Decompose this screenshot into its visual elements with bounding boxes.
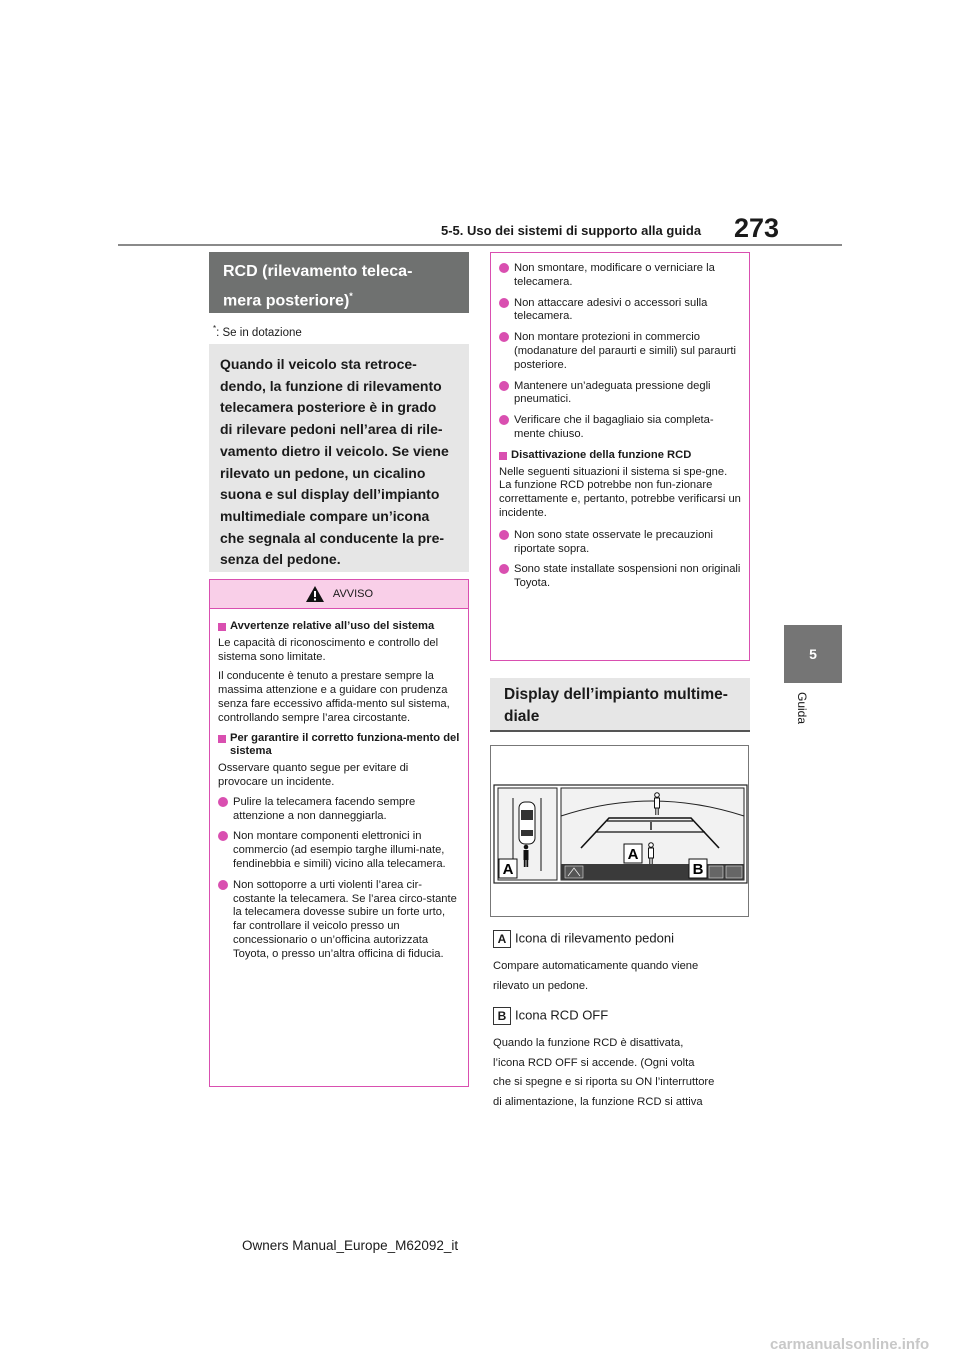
footnote: *: Se in dotazione xyxy=(213,324,302,339)
bullet-icon xyxy=(499,332,509,342)
warning-subheading: Disattivazione della funzione RCD xyxy=(499,449,741,463)
bullet-icon xyxy=(499,263,509,273)
watermark: carmanualsonline.info xyxy=(770,1336,930,1353)
warning-paragraph: Nelle seguenti situazioni il sistema si spe-gne. La funzione RCD potrebbe non fun-zionare correttamente e, pertanto, potrebbe verificarsi un incidente. xyxy=(499,465,741,519)
bullet-icon xyxy=(218,880,228,890)
page-number: 273 xyxy=(734,213,780,243)
list-item: Sono state installate sospensioni non originali Toyota. xyxy=(499,563,741,591)
list-item: Pulire la telecamera facendo sempre attenzione a non danneggiarla. xyxy=(218,796,460,824)
section-title-rcd xyxy=(209,252,469,313)
warning-label: AVVISO xyxy=(332,588,374,600)
chapter-label: Guida xyxy=(795,692,809,725)
list-item: Non montare protezioni in commercio (modanature del paraurti e simili) sul paraurti posteriore. xyxy=(499,331,741,372)
title-line: RCD (rilevamento teleca- xyxy=(223,263,413,280)
list-item: Non montare componenti elettronici in commercio (ad esempio targhe illumi-nate, fendinebbia e simili) vicino alla telecamera. xyxy=(218,830,460,871)
title-line: mera posteriore)* xyxy=(223,291,353,310)
section-title-display: Display dell’impianto multime- diale xyxy=(490,678,750,732)
display-svg xyxy=(491,746,748,916)
list-item: Verificare che il bagagliaio sia completa-mente chiuso. xyxy=(499,414,741,442)
list-item: Non smontare, modificare o verniciare la telecamera. xyxy=(499,262,741,290)
bullet-icon xyxy=(499,530,509,540)
manual-id: Owners Manual_Europe_M62092_it xyxy=(242,1238,459,1253)
bullet-icon xyxy=(218,797,228,807)
label-a-center: A xyxy=(627,846,639,863)
chapter-tab: 5 xyxy=(784,625,842,683)
warning-triangle-icon xyxy=(305,585,325,603)
warning-subheading: Per garantire il corretto funziona-mento del sistema xyxy=(218,732,460,760)
warning-subheading: Avvertenze relative all’uso del sistema xyxy=(218,620,460,634)
warning-paragraph: Osservare quanto segue per evitare di provocare un incidente. xyxy=(218,762,409,788)
multimedia-display-illustration xyxy=(490,745,749,917)
warning-header xyxy=(210,580,468,609)
bullet-icon xyxy=(499,381,509,391)
warning-paragraph: Le capacità di riconoscimento e controllo del sistema sono limitate. xyxy=(218,636,439,663)
rcd-off-icon xyxy=(709,866,723,878)
square-bullet-icon xyxy=(218,735,226,743)
sensor-icon xyxy=(726,866,742,878)
bullet-icon xyxy=(499,564,509,574)
list-item: Non attaccare adesivi o accessori sulla telecamera. xyxy=(499,297,741,325)
car-top-view-icon xyxy=(519,802,535,844)
intro-box: Quando il veicolo sta retroce- dendo, la funzione di rilevamento telecamera posteriore è in grado di rilevare pedoni nell’area di rile- vamento dietro il veicolo. Se viene rilevato un pedone, un cicalino suona e sul display dell’impianto multimediale compare un’icona che segnala al conducente la pre- senza del pedone. xyxy=(209,344,469,572)
label-b: B xyxy=(692,861,704,878)
header-rule xyxy=(118,244,842,246)
letter-a-badge: A xyxy=(493,930,511,948)
bullet-icon xyxy=(218,831,228,841)
bullet-icon xyxy=(499,298,509,308)
list-item: Non sottoporre a urti violenti l’area cir-costante la telecamera. Se l’area circo-stante la telecamera dovesse subire un forte urto, far controllare il veicolo presso un concessionario o un’officina autorizzata Toyota, o presso un’altra officina di fiducia. xyxy=(218,879,460,962)
square-bullet-icon xyxy=(218,623,226,631)
section-header: 5-5. Uso dei sistemi di supporto alla guida xyxy=(441,223,702,238)
letter-b-badge: B xyxy=(493,1007,511,1025)
square-bullet-icon xyxy=(499,452,507,460)
item-a-description: Compare automaticamente quando viene rilevato un pedone. xyxy=(493,960,699,992)
item-b-caption: B Icona RCD OFF xyxy=(493,1007,608,1025)
warning-paragraph: Il conducente è tenuto a prestare sempre la massima attenzione e a guidare con prudenza senza fare eccessivo affida-mento sul sistema, controllando sempre l’area circostante. xyxy=(218,670,450,724)
item-b-description: Quando la funzione RCD è disattivata, l’icona RCD OFF si accende. (Ogni volta che si spegne e si riporta su ON l’interruttore di alimentazione, la funzione RCD si attiva xyxy=(493,1037,715,1108)
list-item: Mantenere un’adeguata pressione degli pneumatici. xyxy=(499,380,741,408)
warning-box xyxy=(209,579,469,1087)
label-a-left: A xyxy=(502,861,514,878)
item-a-caption: A Icona di rilevamento pedoni xyxy=(493,930,674,948)
warning-box-continued xyxy=(490,252,750,661)
bullet-icon xyxy=(499,415,509,425)
list-item: Non sono state osservate le precauzioni riportate sopra. xyxy=(499,529,741,557)
